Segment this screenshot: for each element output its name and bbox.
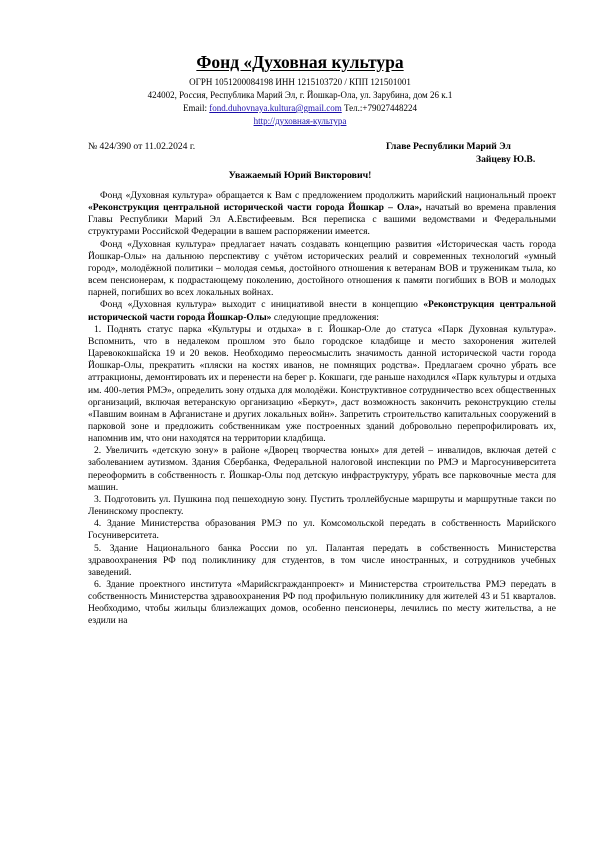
postal-address: 424002, Россия, Республика Марий Эл, г. Йошкар-Ола, ул. Зарубина, дом 26 к.1: [147, 90, 453, 100]
contact-line: [0, 103, 600, 114]
phone-number: Тел.:+79027448224: [341, 103, 417, 113]
email-link[interactable]: fond.duhovnaya.kultura@gmail.com: [209, 103, 342, 113]
paragraph-intro: Фонд «Духовная культура» обращается к Вам с предложением продолжить марийский национальный проект «Реконструкция центральной исторической части города Йошкар – Ола», начатый во времена правления Главы Республики Марий Эл А.Евстифеевым. Вся переписка с вашими ведомствами и Федеральными структурами Российской Федерации в вашем распоряжении имеется.: [88, 190, 556, 238]
proposal-item-6: 6. Здание проектного института «Марийскгражданпроект» и Министерства строительства РМЭ передать в собственность Министерства здравоохранения РФ под профильную поликлинику для жителей 43 и 51 кварталов. Необходимо, чтобы жильцы близлежащих домов, особенно пенсионеры, лечились по месту жительства, а не ездили на: [88, 579, 556, 627]
project-name: «Реконструкция центральной исторической части города Йошкар – Ола»,: [88, 202, 422, 214]
greeting: Уважаемый Юрий Викторович!: [228, 170, 372, 181]
proposal-item-4: 4. Здание Министерства образования РМЭ по ул. Комсомольской передать в собственность Марийского Госуниверситета.: [88, 518, 556, 542]
organization-title: Фонд «Духовная культура: [196, 52, 404, 72]
letter-body: [88, 190, 556, 628]
proposal-item-1: 1. Поднять статус парка «Культуры и отдыха» в г. Йошкар-Оле до статуса «Парк Духовная культура». Вспомнить, что в недалеком прошлом это было городское кладбище и место захоронения жителей Царевококшайска 19 и 20 веков. Необходимо переосмыслить значимость данной исторической части города Йошкар-Олы, прекратить «пляски на костях иванов, не помнящих родства». Предлагаем срочно убрать все аттракционы, демонтировать их и перенести на берег р. Кокшаги, где раньше находился «Парк культуры и отдыха им. 400-летия РМЭ», определить зону отдыха для молодёжи. Конструктивное сотрудничество всех общественных организаций, включая ветеранскую организацию «Беркут», даст возможность закончить реконструкцию стелы «Павшим воинам в Афганистане и других локальных войн». Запретить строительство капитальных сооружений в парковой зоне и предложить собственникам уже построенных зданий добровольно перепрофилировать их, напомнив им, что они находятся на территории кладбища.: [88, 323, 556, 445]
email-label: Email:: [183, 103, 210, 113]
document-number: № 424/390 от 11.02.2024 г.: [88, 141, 196, 152]
website-line: [0, 116, 600, 127]
paragraph-initiative: Фонд «Духовная культура» выходит с инициативой внести в концепцию «Реконструкция центральной исторической части города Йошкар-Олы» следующие предложения:: [88, 299, 557, 323]
proposal-item-2: 2. Увеличить «детскую зону» в районе «Дворец творчества юных» для детей – инвалидов, включая детей с заболеванием аутизмом. Здания Сбербанка, Федеральной налоговой инспекции по РМЭ и Маргосуниверситета переоформить в собственность г. Йошкар-Олы под детскую инфраструктуру, убрать все парковочные места для машин.: [88, 445, 556, 493]
registry-numbers: ОГРН 1051200084198 ИНН 1215103720 / КПП 121501001: [189, 77, 411, 87]
website-link[interactable]: http://духовная-культура: [253, 116, 347, 126]
proposal-item-5: 5. Здание Национального банка России по ул. Палантая передать в собственность Министерства здравоохранения РФ под поликлинику для студентов, в том числе иностранных, и сотрудников учебных заведений.: [88, 542, 556, 578]
addressee-name: Зайцеву Ю.В.: [476, 154, 536, 165]
paragraph-concept: Фонд «Духовная культура» предлагает начать создавать концепцию развития «Историческая часть города Йошкар-Олы» на дальнюю перспективу с учётом исторических реалий и современных технологий «умный город», молодёжной политики – молодая семья, достойного отношения к ветеранам ВОВ и труженикам тыла, ко всем пенсионерам, к подрастающему поколению, достойного отношения к памяти погибших в ВОВ и молодых парней, погибших во всех локальных войнах.: [88, 238, 556, 299]
concept-name: «Реконструкция центральной исторической части города Йошкар-Олы»: [88, 299, 557, 323]
proposal-item-3: 3. Подготовить ул. Пушкина под пешеходную зону. Пустить троллейбусные маршруты и маршрутные такси по Ленинскому проспекту.: [88, 493, 556, 518]
addressee-position: Главе Республики Марий Эл: [386, 141, 511, 152]
